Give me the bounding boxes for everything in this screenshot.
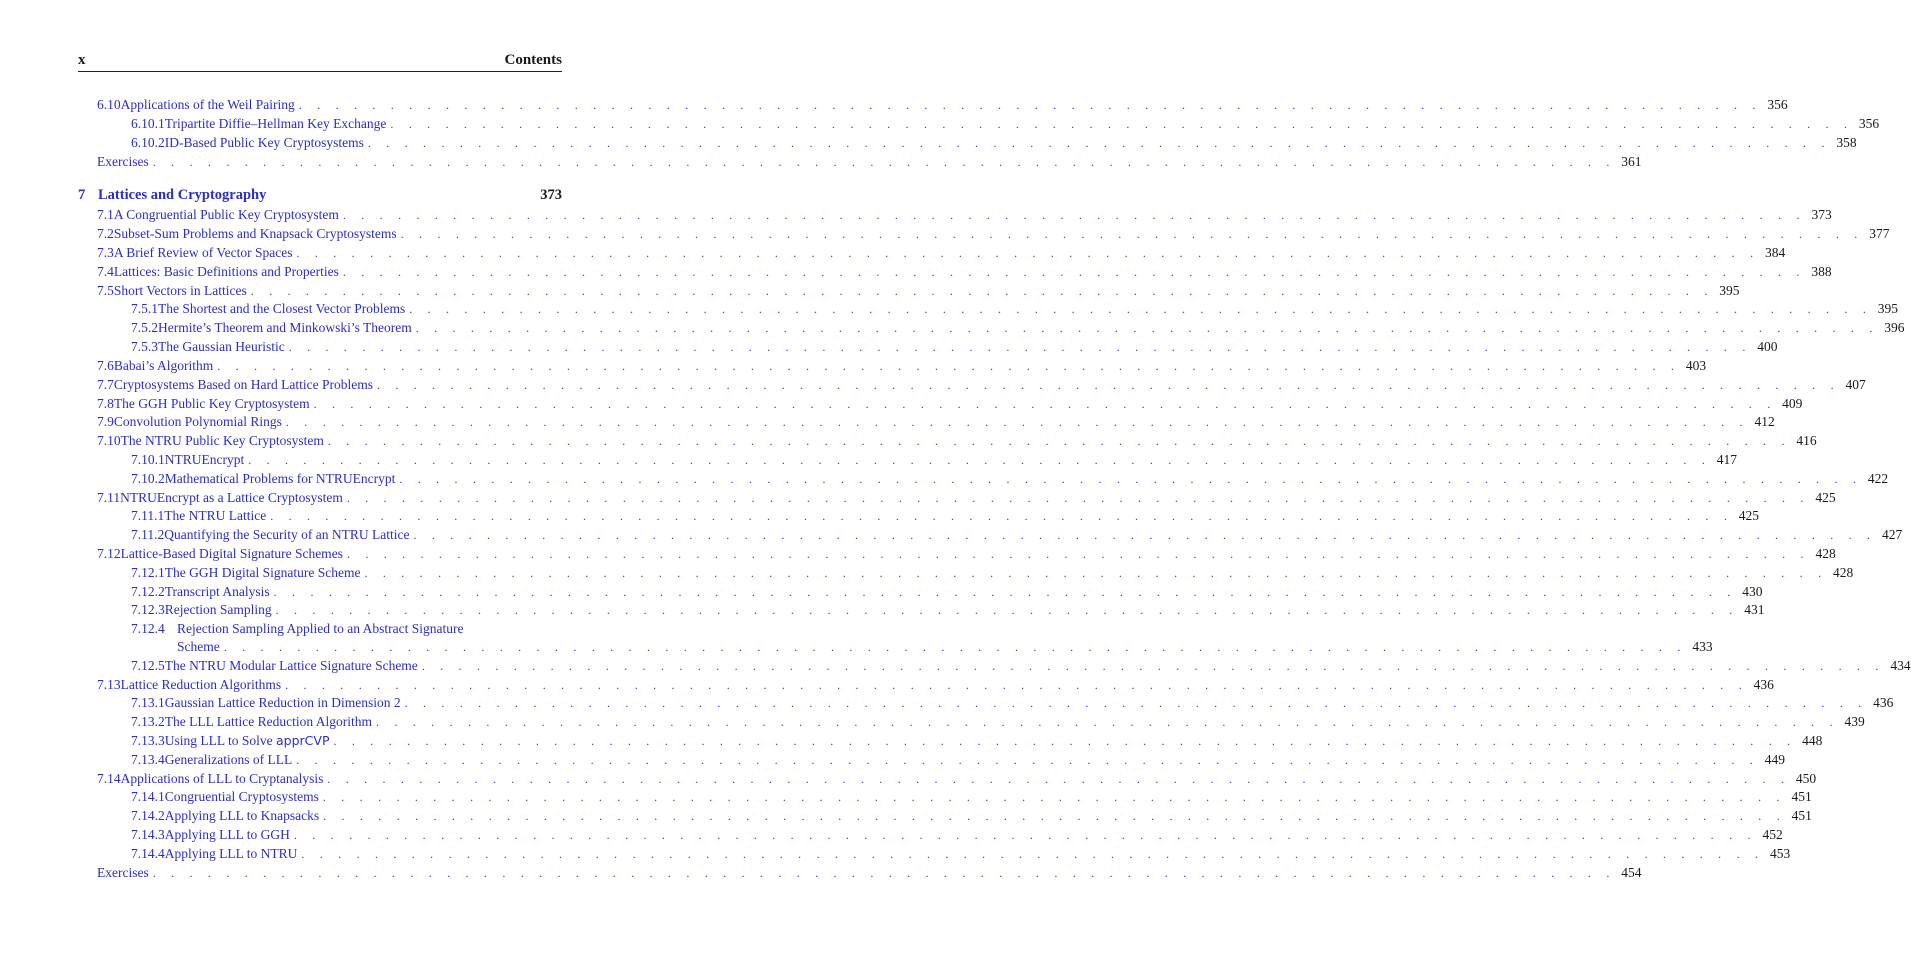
leader-dots: . . . . . . . . . . . . . . . . . . . . . . . . . . . . . . . . . . . . . . . . . . . . . . . . . . . . . . . . . . . . . . . . . . . . . . . . . . . . . . . . [342, 208, 1806, 222]
leader-dots: . . . . . . . . . . . . . . . . . . . . . . . . . . . . . . . . . . . . . . . . . . . . . . . . . . . . . . . . . . . . . . . . . . . . . . . . . . . . . . . . [400, 227, 1864, 241]
leader-dots: . . . . . . . . . . . . . . . . . . . . . . . . . . . . . . . . . . . . . . . . . . . . . . . . . . . . . . . . . . . . . . . . . . . . . . . . . . . . . . . . [217, 359, 1681, 373]
toc-entry[interactable] [131, 300, 1899, 318]
toc-entry-title: Cryptosystems Based on Hard Lattice Problems [113, 377, 373, 392]
leader-dots: . . . . . . . . . . . . . . . . . . . . . . . . . . . . . . . . . . . . . . . . . . . . . . . . . . . . . . . . . . . . . . . . . . . . . . . . . . . . . . . . [346, 491, 1810, 505]
toc-entry-page: 403 [1685, 358, 1707, 373]
toc-entry-number: 6.10.2 [131, 135, 165, 150]
toc-entry-page: 356 [1767, 97, 1788, 112]
toc-entry-title: Generalizations of LLL [164, 752, 293, 767]
toc-entry-number: 7.10.1 [131, 452, 165, 467]
toc-entry-number: 6.10.1 [131, 116, 165, 131]
toc-entry-title: Gaussian Lattice Reduction in Dimension 2 [164, 695, 401, 710]
toc-entry-title: Lattices and Cryptography [98, 187, 267, 203]
toc-entry-title: The NTRU Lattice [164, 508, 267, 523]
leader-dots: . . . . . . . . . . . . . . . . . . . . . . . . . . . . . . . . . . . . . . . . . . . . . . . . . . . . . . . . . . . . . . . . . . . . . . . . . . . . . . . . [415, 321, 1879, 335]
leader-dots: . . . . . . . . . . . . . . . . . . . . . . . . . . . . . . . . . . . . . . . . . . . . . . . . . . . . . . . . . . . . . . . . . . . . . . . . . . . . . . . . [409, 302, 1873, 316]
toc-entry-title: A Congruential Public Key Cryptosystem [113, 207, 339, 222]
toc-entry-number: 7.5.1 [131, 301, 158, 316]
toc-entry-title: The Shortest and the Closest Vector Problems [158, 301, 406, 316]
toc-entry[interactable] [131, 788, 1812, 806]
toc-entry[interactable] [131, 694, 1894, 712]
toc-entry[interactable] [131, 134, 1857, 152]
toc-entry-title: Babai’s Algorithm [113, 358, 214, 373]
toc-entry[interactable] [97, 395, 1803, 413]
leader-dots: . . . . . . . . . . . . . . . . . . . . . . . . . . . . . . . . . . . . . . . . . . . . . . . . . . . . . . . . . . . . . . . . . . . . . . . . . . . . . . . . [421, 659, 1885, 673]
leader-dots: . . . . . . . . . . . . . . . . . . . . . . . . . . . . . . . . . . . . . . . . . . . . . . . . . . . . . . . . . . . . . . . . . . . . . . . . . . . . . . . . [333, 734, 1797, 748]
toc-entry-title: NTRUEncrypt as a Lattice Cryptosystem [120, 490, 343, 505]
toc-entry[interactable] [131, 807, 1812, 825]
toc-entry-page: 451 [1791, 808, 1812, 823]
toc-entry-title: Using LLL to Solve [164, 733, 273, 748]
header-page-number: x [78, 52, 86, 68]
leader-dots: . . . . . . . . . . . . . . . . . . . . . . . . . . . . . . . . . . . . . . . . . . . . . . . . . . . . . . . . . . . . . . . . . . . . . . . . . . . . . . . . [296, 246, 1760, 260]
toc-entry-page: 427 [1882, 527, 1903, 542]
toc-entry-title: Tripartite Diffie–Hellman Key Exchange [164, 116, 387, 131]
toc-entry-title: Applying LLL to NTRU [164, 846, 298, 861]
toc-entry-number: 7.11.2 [131, 527, 165, 542]
toc-entry[interactable] [131, 451, 1738, 469]
leader-dots: . . . . . . . . . . . . . . . . . . . . . . . . . . . . . . . . . . . . . . . . . . . . . . . . . . . . . . . . . . . . . . . . . . . . . . . . . . . . . . . . [376, 378, 1840, 392]
toc-entry-number: 7.12.5 [131, 658, 165, 673]
leader-dots: . . . . . . . . . . . . . . . . . . . . . . . . . . . . . . . . . . . . . . . . . . . . . . . . . . . . . . . . . . . . . . . . . . . . . . . . . . . . . . . . [152, 866, 1616, 880]
toc-entry[interactable] [97, 770, 1817, 788]
toc-entry-title: The LLL Lattice Reduction Algorithm [164, 714, 372, 729]
toc-entry-page: 453 [1769, 846, 1791, 861]
toc-entry-page: 451 [1791, 789, 1812, 804]
toc-entry-title: Quantifying the Security of an NTRU Lattice [164, 527, 410, 542]
toc-entry-page: 448 [1802, 733, 1823, 748]
leader-dots: . . . . . . . . . . . . . . . . . . . . . . . . . . . . . . . . . . . . . . . . . . . . . . . . . . . . . . . . . . . . . . . . . . . . . . . . . . . . . . . . [346, 547, 1810, 561]
toc-entry-page: 358 [1836, 135, 1857, 150]
toc-entry-number: 7.13 [97, 677, 121, 692]
leader-dots: . . . . . . . . . . . . . . . . . . . . . . . . . . . . . . . . . . . . . . . . . . . . . . . . . . . . . . . . . . . . . . . . . . . . . . . . . . . . . . . . [327, 772, 1791, 786]
toc-entry-page: 395 [1877, 301, 1899, 316]
toc-entry-number: 7.14.4 [131, 846, 165, 861]
leader-dots: . . . . . . . . . . . . . . . . . . . . . . . . . . . . . . . . . . . . . . . . . . . . . . . . . . . . . . . . . . . . . . . . . . . . . . . . . . . . . . . . [152, 155, 1616, 169]
toc-entry-title: Transcript Analysis [164, 584, 270, 599]
toc-entry[interactable] [131, 713, 1865, 731]
toc-entry-page: 428 [1815, 546, 1836, 561]
toc-entry-number: 7.1 [97, 207, 114, 222]
toc-entry-page: 436 [1873, 695, 1894, 710]
toc-entry-page: 407 [1845, 377, 1866, 392]
toc-entry-number: 7.12.3 [131, 602, 165, 617]
toc-entry[interactable] [97, 282, 1740, 300]
leader-dots: . . . . . . . . . . . . . . . . . . . . . . . . . . . . . . . . . . . . . . . . . . . . . . . . . . . . . . . . . . . . . . . . . . . . . . . . . . . . . . . . [250, 284, 1714, 298]
toc-entry-number: 7.3 [97, 245, 114, 260]
toc-entry[interactable] [131, 564, 1854, 582]
toc-entry[interactable] [97, 676, 1774, 694]
toc-entry-title-cont: Scheme [177, 639, 220, 654]
toc-entry[interactable] [97, 545, 1836, 563]
toc-entry[interactable] [97, 376, 1866, 394]
toc-entry[interactable] [131, 507, 1760, 525]
leader-dots: . . . . . . . . . . . . . . . . . . . . . . . . . . . . . . . . . . . . . . . . . . . . . . . . . . . . . . . . . . . . . . . . . . . . . . . . . . . . . . . . [327, 434, 1791, 448]
toc-entry-code: apprCVP [276, 733, 330, 748]
toc-chapter-entry[interactable] [78, 187, 562, 204]
toc-entry-page: 412 [1754, 414, 1775, 429]
leader-dots: . . . . . . . . . . . . . . . . . . . . . . . . . . . . . . . . . . . . . . . . . . . . . . . . . . . . . . . . . . . . . . . . . . . . . . . . . . . . . . . . [323, 809, 1786, 823]
toc-entry-number: 7.13.2 [131, 714, 165, 729]
toc-entry-page: 395 [1719, 283, 1740, 298]
toc-entry-page: 356 [1858, 116, 1880, 131]
toc-entry-page: 400 [1757, 339, 1778, 354]
toc-entry-title: Lattice-Based Digital Signature Schemes [120, 546, 343, 561]
toc-entry[interactable] [131, 526, 1903, 544]
leader-dots: . . . . . . . . . . . . . . . . . . . . . . . . . . . . . . . . . . . . . . . . . . . . . . . . . . . . . . . . . . . . . . . . . . . . . . . . . . . . . . . . [322, 790, 1786, 804]
toc-entry-page: 428 [1833, 565, 1854, 580]
toc-entry-number: 7.2 [97, 226, 114, 241]
toc-entry-number: 7.5 [97, 283, 114, 298]
leader-dots: . . . . . . . . . . . . . . . . . . . . . . . . . . . . . . . . . . . . . . . . . . . . . . . . . . . . . . . . . . . . . . . . . . . . . . . . . . . . . . . . [285, 415, 1749, 429]
leader-dots: . . . . . . . . . . . . . . . . . . . . . . . . . . . . . . . . . . . . . . . . . . . . . . . . . . . . . . . . . . . . . . . . . . . . . . . . . . . . . . . . [313, 397, 1777, 411]
toc-entry-title: Mathematical Problems for NTRUEncrypt [164, 471, 396, 486]
toc-entry-page: 452 [1762, 827, 1783, 842]
leader-dots: . . . . . . . . . . . . . . . . . . . . . . . . . . . . . . . . . . . . . . . . . . . . . . . . . . . . . . . . . . . . . . . . . . . . . . . . . . . . . . . . [364, 566, 1828, 580]
toc-entry-title: The NTRU Modular Lattice Signature Scheme [164, 658, 418, 673]
toc-entry-title: The GGH Digital Signature Scheme [164, 565, 361, 580]
toc-entry-title: Rejection Sampling Applied to an Abstract Signature [177, 621, 464, 636]
toc-entry-number: 7.11.1 [131, 508, 165, 523]
toc-entry[interactable] [97, 357, 1707, 375]
toc-entry[interactable] [131, 583, 1763, 601]
toc-entry-number: 6.10 [97, 97, 121, 112]
toc-entry-title: A Brief Review of Vector Spaces [113, 245, 293, 260]
leader-dots: . . . . . . . . . . . . . . . . . . . . . . . . . . . . . . . . . . . . . . . . . . . . . . . . . . . . . . . . . . . . . . . . . . . . . . . . . . . . . . . . [413, 528, 1877, 542]
leader-dots: . . . . . . . . . . . . . . . . . . . . . . . . . . . . . . . . . . . . . . . . . . . . . . . . . . . . . . . . . . . . . . . . . . . . . . . . . . . . . . . . [296, 753, 1760, 767]
toc-entry-page: 373 [1811, 207, 1832, 222]
leader-dots: . . . . . . . . . . . . . . . . . . . . . . . . . . . . . . . . . . . . . . . . . . . . . . . . . . . . . . . . . . . . . . . . . . . . . . . . . . . . . . . . [273, 585, 1737, 599]
toc-entry-number: 7.14.3 [131, 827, 165, 842]
toc-entry-number: 7.9 [97, 414, 114, 429]
toc-entry-number: 7.7 [97, 377, 114, 392]
toc-entry-page: 416 [1796, 433, 1817, 448]
toc-entry-number: 7.13.4 [131, 752, 165, 767]
toc-entry-page: 454 [1621, 865, 1642, 880]
toc-entry[interactable] [97, 244, 1786, 262]
toc-entry-page: 439 [1844, 714, 1865, 729]
toc-entry-number: 7.12.4 [131, 621, 165, 636]
header-title: Contents [504, 52, 562, 68]
toc-entry-number: 7.4 [97, 264, 114, 279]
toc-entry[interactable] [131, 657, 1911, 675]
toc-entry[interactable] [97, 489, 1836, 507]
toc-entry[interactable] [97, 206, 1832, 224]
toc-entry-page: 373 [540, 187, 562, 203]
toc-entry[interactable] [131, 115, 1880, 133]
toc-entry-number: 7.12.1 [131, 565, 165, 580]
leader-dots: . . . . . . . . . . . . . . . . . . . . . . . . . . . . . . . . . . . . . . . . . . . . . . . . . . . . . . . . . . . . . . . . . . . . . . . . . . . . . . . . [399, 472, 1863, 486]
toc-entry-page: 449 [1764, 752, 1786, 767]
toc-entry-page: 384 [1765, 245, 1786, 260]
toc-entry[interactable] [131, 338, 1778, 356]
toc-entry-continuation[interactable] [177, 638, 1713, 656]
leader-dots: . . . . . . . . . . . . . . . . . . . . . . . . . . . . . . . . . . . . . . . . . . . . . . . . . . . . . . . . . . . . . . . . . . . . . . . . . . . . . . . . [404, 696, 1868, 710]
toc-entry-number: 7.14.2 [131, 808, 165, 823]
toc-entry[interactable] [131, 826, 1783, 844]
toc-entry[interactable] [131, 319, 1905, 337]
toc-entry-page: 430 [1742, 584, 1763, 599]
toc-entry-title: Short Vectors in Lattices [113, 283, 247, 298]
toc-entry-number: 7.6 [97, 358, 114, 373]
toc-entry-page: 434 [1890, 658, 1911, 673]
toc-entry-title: Exercises [97, 154, 149, 169]
running-header [78, 50, 562, 70]
leader-dots: . . . . . . . . . . . . . . . . . . . . . . . . . . . . . . . . . . . . . . . . . . . . . . . . . . . . . . . . . . . . . . . . . . . . . . . . . . . . . . . . [293, 828, 1757, 842]
toc-entry-number: 7.12.2 [131, 584, 165, 599]
toc-entry-page: 361 [1621, 154, 1642, 169]
toc-entry-number: 7.12 [97, 546, 121, 561]
toc-entry-page: 425 [1815, 490, 1836, 505]
leader-dots: . . . . . . . . . . . . . . . . . . . . . . . . . . . . . . . . . . . . . . . . . . . . . . . . . . . . . . . . . . . . . . . . . . . . . . . . . . . . . . . . [248, 453, 1712, 467]
toc-entry-number: 7.5.3 [131, 339, 158, 354]
toc-entry[interactable] [97, 432, 1817, 450]
leader-dots: . . . . . . . . . . . . . . . . . . . . . . . . . . . . . . . . . . . . . . . . . . . . . . . . . . . . . . . . . . . . . . . . . . . . . . . . . . . . . . . . [301, 847, 1765, 861]
toc-entry-page: 388 [1811, 264, 1832, 279]
toc-entry-title: Exercises [97, 865, 149, 880]
toc-entry-page: 425 [1738, 508, 1760, 523]
toc-entry-title: Applying LLL to Knapsacks [164, 808, 320, 823]
toc-entry-title: Convolution Polynomial Rings [113, 414, 282, 429]
toc-entry[interactable] [97, 263, 1832, 281]
toc-entry[interactable] [97, 864, 1642, 882]
header-rule [78, 71, 562, 72]
toc-entry-title: Applications of LLL to Cryptanalysis [120, 771, 324, 786]
toc-entry-number: 7.13.3 [131, 733, 165, 748]
toc-entry-title: Subset-Sum Problems and Knapsack Cryptosystems [113, 226, 397, 241]
toc-entry-page: 431 [1744, 602, 1765, 617]
toc-entry[interactable] [97, 225, 1890, 243]
toc-entry-title: Rejection Sampling [164, 602, 272, 617]
leader-dots: . . . . . . . . . . . . . . . . . . . . . . . . . . . . . . . . . . . . . . . . . . . . . . . . . . . . . . . . . . . . . . . . . . . . . . . . . . . . . . . . [342, 265, 1806, 279]
toc-entry[interactable] [131, 751, 1786, 769]
toc-entry-number: 7.14 [97, 771, 121, 786]
leader-dots: . . . . . . . . . . . . . . . . . . . . . . . . . . . . . . . . . . . . . . . . . . . . . . . . . . . . . . . . . . . . . . . . . . . . . . . . . . . . . . . . [223, 640, 1687, 654]
leader-dots: . . . . . . . . . . . . . . . . . . . . . . . . . . . . . . . . . . . . . . . . . . . . . . . . . . . . . . . . . . . . . . . . . . . . . . . . . . . . . . . . [367, 136, 1831, 150]
toc-entry-number: 7.11 [97, 490, 121, 505]
toc-entry-number: 7 [78, 187, 86, 203]
toc-entry-number: 7.14.1 [131, 789, 165, 804]
toc-entry-number: 7.10.2 [131, 471, 165, 486]
leader-dots: . . . . . . . . . . . . . . . . . . . . . . . . . . . . . . . . . . . . . . . . . . . . . . . . . . . . . . . . . . . . . . . . . . . . . . . . . . . . . . . . [270, 509, 1734, 523]
leader-dots: . . . . . . . . . . . . . . . . . . . . . . . . . . . . . . . . . . . . . . . . . . . . . . . . . . . . . . . . . . . . . . . . . . . . . . . . . . . . . . . . [275, 603, 1739, 617]
toc-entry-page: 417 [1716, 452, 1738, 467]
toc-entry-title: The GGH Public Key Cryptosystem [113, 396, 310, 411]
leader-dots: . . . . . . . . . . . . . . . . . . . . . . . . . . . . . . . . . . . . . . . . . . . . . . . . . . . . . . . . . . . . . . . . . . . . . . . . . . . . . . . . [390, 117, 1854, 131]
leader-dots: . . . . . . . . . . . . . . . . . . . . . . . . . . . . . . . . . . . . . . . . . . . . . . . . . . . . . . . . . . . . . . . . . . . . . . . . . . . . . . . . [285, 678, 1748, 692]
toc-entry-title: NTRUEncrypt [164, 452, 245, 467]
leader-dots: . . . . . . . . . . . . . . . . . . . . . . . . . . . . . . . . . . . . . . . . . . . . . . . . . . . . . . . . . . . . . . . . . . . . . . . . . . . . . . . . [375, 715, 1839, 729]
toc-entry-title: Congruential Cryptosystems [164, 789, 319, 804]
toc-entry[interactable] [131, 601, 1765, 619]
toc-entry-page: 450 [1795, 771, 1817, 786]
toc-entry[interactable] [131, 470, 1889, 488]
toc-entry-number: 7.13.1 [131, 695, 165, 710]
toc-entry-title: The Gaussian Heuristic [158, 339, 285, 354]
toc-entry-number: 7.8 [97, 396, 114, 411]
toc-entry-page: 436 [1753, 677, 1774, 692]
toc-entry-title: Lattice Reduction Algorithms [120, 677, 282, 692]
toc-entry-number: 7.5.2 [131, 320, 158, 335]
toc-entry[interactable] [131, 845, 1791, 863]
toc-entry-page: 409 [1782, 396, 1803, 411]
toc-entry-title: ID-Based Public Key Cryptosystems [164, 135, 364, 150]
toc-entry-page: 422 [1867, 471, 1889, 486]
toc-entry[interactable] [131, 620, 562, 637]
toc-entry-page: 377 [1869, 226, 1890, 241]
toc-entry-page: 433 [1692, 639, 1713, 654]
toc-entry-title: Applications of the Weil Pairing [120, 97, 295, 112]
toc-entry[interactable] [97, 413, 1775, 431]
toc-entry-title: Hermite’s Theorem and Minkowski’s Theorem [158, 320, 412, 335]
toc-entry-title: Applying LLL to GGH [164, 827, 290, 842]
toc-entry[interactable] [97, 96, 1788, 114]
toc-entry-title: The NTRU Public Key Cryptosystem [120, 433, 324, 448]
toc-entry[interactable] [131, 732, 1823, 750]
leader-dots: . . . . . . . . . . . . . . . . . . . . . . . . . . . . . . . . . . . . . . . . . . . . . . . . . . . . . . . . . . . . . . . . . . . . . . . . . . . . . . . . [298, 98, 1762, 112]
toc-entry[interactable] [97, 153, 1642, 171]
toc-entry-page: 396 [1884, 320, 1905, 335]
leader-dots: . . . . . . . . . . . . . . . . . . . . . . . . . . . . . . . . . . . . . . . . . . . . . . . . . . . . . . . . . . . . . . . . . . . . . . . . . . . . . . . . [288, 340, 1752, 354]
toc-entry-title: Lattices: Basic Definitions and Properties [113, 264, 339, 279]
toc-entry-number: 7.10 [97, 433, 121, 448]
